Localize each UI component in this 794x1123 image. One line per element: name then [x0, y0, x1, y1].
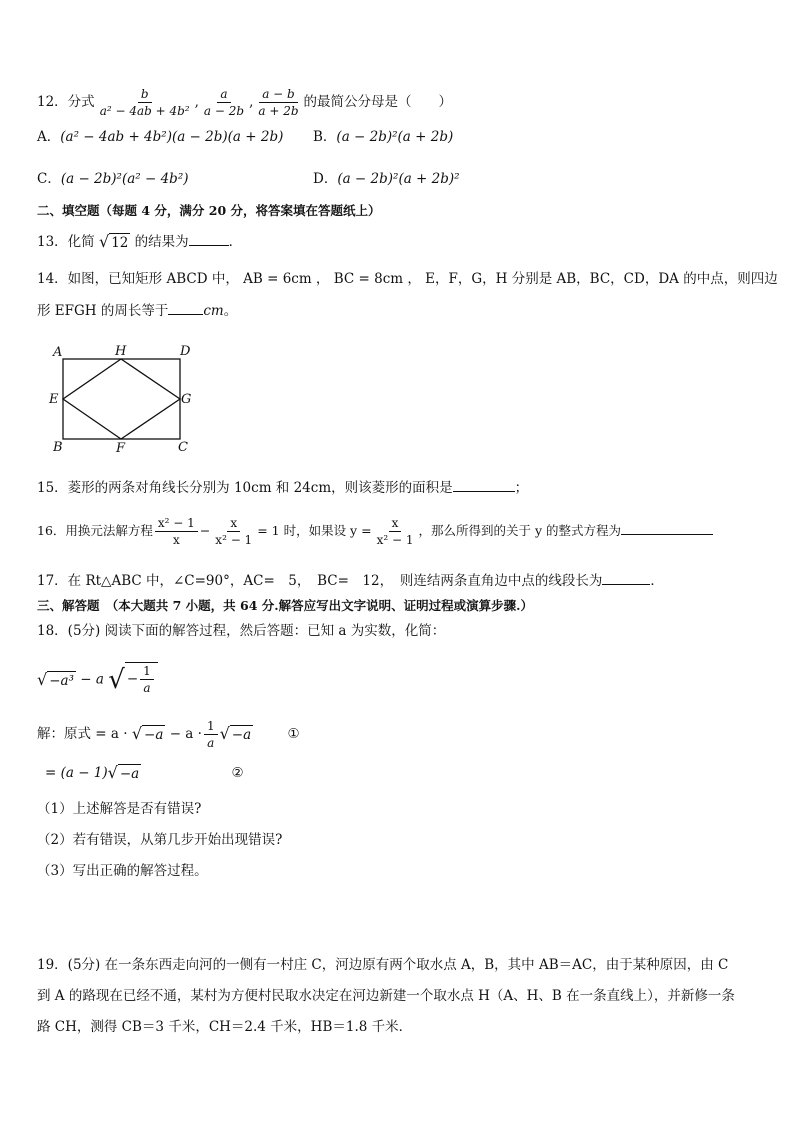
sqrt-symbol: √ −a	[107, 763, 140, 782]
q19-line-1: 19．(5分) 在一条东西走向河的一侧有一村庄 C，河边原有两个取水点 A，B，其中 AB＝AC，由于某种原因，由 C	[37, 957, 729, 973]
q16-fraction-1	[155, 515, 198, 548]
numerator: 1	[140, 663, 154, 680]
denominator: x² − 1	[376, 533, 414, 547]
q16-suffix: ，那么所得到的关于 y 的整式方程为	[418, 523, 621, 538]
rectangle-abcd	[63, 359, 180, 439]
denominator: a² − 4ab + 4b²	[99, 104, 190, 118]
numerator: a	[217, 86, 230, 103]
q12-option-c	[37, 169, 189, 189]
radicand: −a	[144, 727, 164, 743]
option-label: C．	[37, 171, 61, 187]
numerator: x	[389, 515, 402, 532]
denominator: a − 2b	[203, 104, 245, 118]
q12-option-d	[313, 169, 460, 189]
numerator: a − b	[259, 86, 298, 103]
option-label: A．	[37, 129, 61, 145]
sqrt-symbol: √ 12	[98, 232, 129, 251]
q12-prefix: 12．分式	[37, 94, 95, 110]
numerator: x² − 1	[155, 515, 198, 532]
q18-sub-1: （1）上述解答是否有错误?	[37, 801, 202, 817]
q12-fraction-3	[255, 86, 301, 119]
label-h: H	[115, 344, 127, 359]
denominator: x	[172, 533, 180, 547]
denominator: a	[207, 736, 215, 750]
q18-solution-step-1	[37, 718, 300, 751]
denominator: x² − 1	[215, 533, 253, 547]
q16-prefix: 16．用换元法解方程	[37, 523, 153, 538]
q12-stem: 12．分式 $\frac{b}{\text{a² − 4ab + 4b²}}$ , $\frac{a}{a - 2b}$ , $\frac{a - b}{a + 2b}$ 的最简公分母是（ ）	[37, 87, 453, 118]
q17-end: ．	[650, 573, 664, 589]
option-text: (a − 2b)²(a² − 4b²)	[60, 171, 189, 187]
q15-end: ；	[514, 480, 529, 496]
label-a: A	[53, 345, 63, 360]
q17	[37, 570, 664, 591]
q14-end: 。	[223, 303, 238, 319]
q12-suffix: 的最简公分母是（ ）	[303, 94, 453, 110]
answer-blank[interactable]	[189, 231, 229, 246]
sqrt-symbol: √ −a³	[37, 669, 74, 689]
q16-fraction-3	[374, 515, 417, 548]
step-marker-1: ①	[287, 726, 300, 742]
label-g: G	[181, 392, 192, 407]
sqrt-symbol: √ − $\frac{1}{a}$	[108, 662, 158, 698]
q18-sub-2: （2）若有错误，从第几步开始出现错误?	[37, 832, 283, 848]
q17-text: 17．在 Rt△ABC 中，∠C=90°，AC= 5， BC= 12， 则连结两条直角边中点的线段长为	[37, 573, 603, 589]
q14-line-1: 14．如图，已知矩形 ABCD 中， AB = 6cm ， BC = 8cm ， E，F，G，H 分别是 AB，BC，CD，DA 的中点，则四边	[37, 271, 778, 287]
q13-prefix: 13．化简	[37, 234, 95, 250]
q18-solution-step-2	[45, 763, 244, 783]
q16-fraction-2	[212, 515, 255, 548]
numerator: b	[138, 86, 152, 103]
q19-line-2: 到 A 的路现在已经不通，某村为方便村民取水决定在河边新建一个取水点 H（A、H、B 在一条直线上），并新修一条	[37, 988, 735, 1004]
numerator: 1	[204, 718, 218, 735]
solution-prefix: 解：原式 = a ·	[37, 726, 128, 742]
q18-sub-3: （3）写出正确的解答过程。	[37, 863, 208, 879]
minus-sign: −	[199, 523, 211, 538]
denominator: a	[143, 681, 151, 695]
answer-blank[interactable]	[621, 520, 713, 535]
sqrt-symbol: √ −a	[131, 724, 164, 743]
q13	[37, 231, 242, 252]
sqrt-symbol: √ −a	[219, 724, 252, 743]
option-text: (a² − 4ab + 4b²)(a − 2b)(a + 2b)	[60, 129, 284, 145]
label-b: B	[53, 440, 63, 455]
answer-blank[interactable]	[602, 570, 650, 585]
radicand: 12	[111, 235, 129, 251]
option-label: B．	[313, 129, 337, 145]
label-d: D	[180, 344, 191, 359]
radicand: −a	[119, 766, 140, 782]
q15	[37, 477, 528, 498]
q12-fraction-2	[201, 86, 247, 119]
denominator: a + 2b	[258, 104, 299, 118]
label-e: E	[49, 392, 59, 407]
label-c: C	[178, 440, 188, 455]
section-3-heading: 三、解答题 （本大题共 7 小题，共 64 分.解答应写出文字说明、证明过程或演算步骤.）	[37, 598, 533, 613]
q12-option-b	[313, 127, 453, 147]
solution-middle: − a ·	[169, 726, 202, 742]
label-f: F	[116, 441, 126, 456]
radicand: −a	[231, 727, 252, 743]
q18-expression	[37, 662, 158, 698]
q16	[37, 515, 713, 548]
answer-blank[interactable]	[453, 477, 515, 492]
solution-step-2-text: = (a − 1)	[45, 765, 108, 781]
section-2-heading: 二、填空题（每题 4 分，满分 20 分，将答案填在答题纸上）	[37, 203, 381, 218]
unit: cm	[203, 303, 224, 319]
q15-text: 15．菱形的两条对角线长分别为 10cm 和 24cm，则该菱形的面积是	[37, 480, 453, 496]
radicand: −a³	[49, 672, 74, 689]
option-label: D．	[313, 171, 338, 187]
q16-middle: = 1 时，如果设 y =	[257, 523, 372, 538]
step-marker-2: ②	[231, 765, 244, 781]
numerator: x	[227, 515, 240, 532]
q13-end: ．	[228, 234, 243, 250]
q13-suffix: 的结果为	[134, 234, 189, 250]
q14-line-2	[37, 300, 237, 321]
q12-option-a	[37, 127, 283, 147]
rectangle-rhombus-figure	[45, 342, 205, 457]
option-text: (a − 2b)²(a + 2b)²	[337, 171, 460, 187]
q19-line-3: 路 CH，测得 CB＝3 千米，CH＝2.4 千米，HB＝1.8 千米．	[37, 1019, 413, 1035]
q18-stem: 18．(5分) 阅读下面的解答过程，然后答题：已知 a 为实数，化简：	[37, 623, 446, 639]
rhombus-efgh	[63, 359, 180, 439]
q14-prefix: 形 EFGH 的周长等于	[37, 303, 169, 319]
option-text: (a − 2b)²(a + 2b)	[336, 129, 454, 145]
q12-fraction-1	[97, 86, 193, 119]
answer-blank[interactable]	[168, 300, 203, 315]
minus-a: − a	[80, 671, 104, 688]
